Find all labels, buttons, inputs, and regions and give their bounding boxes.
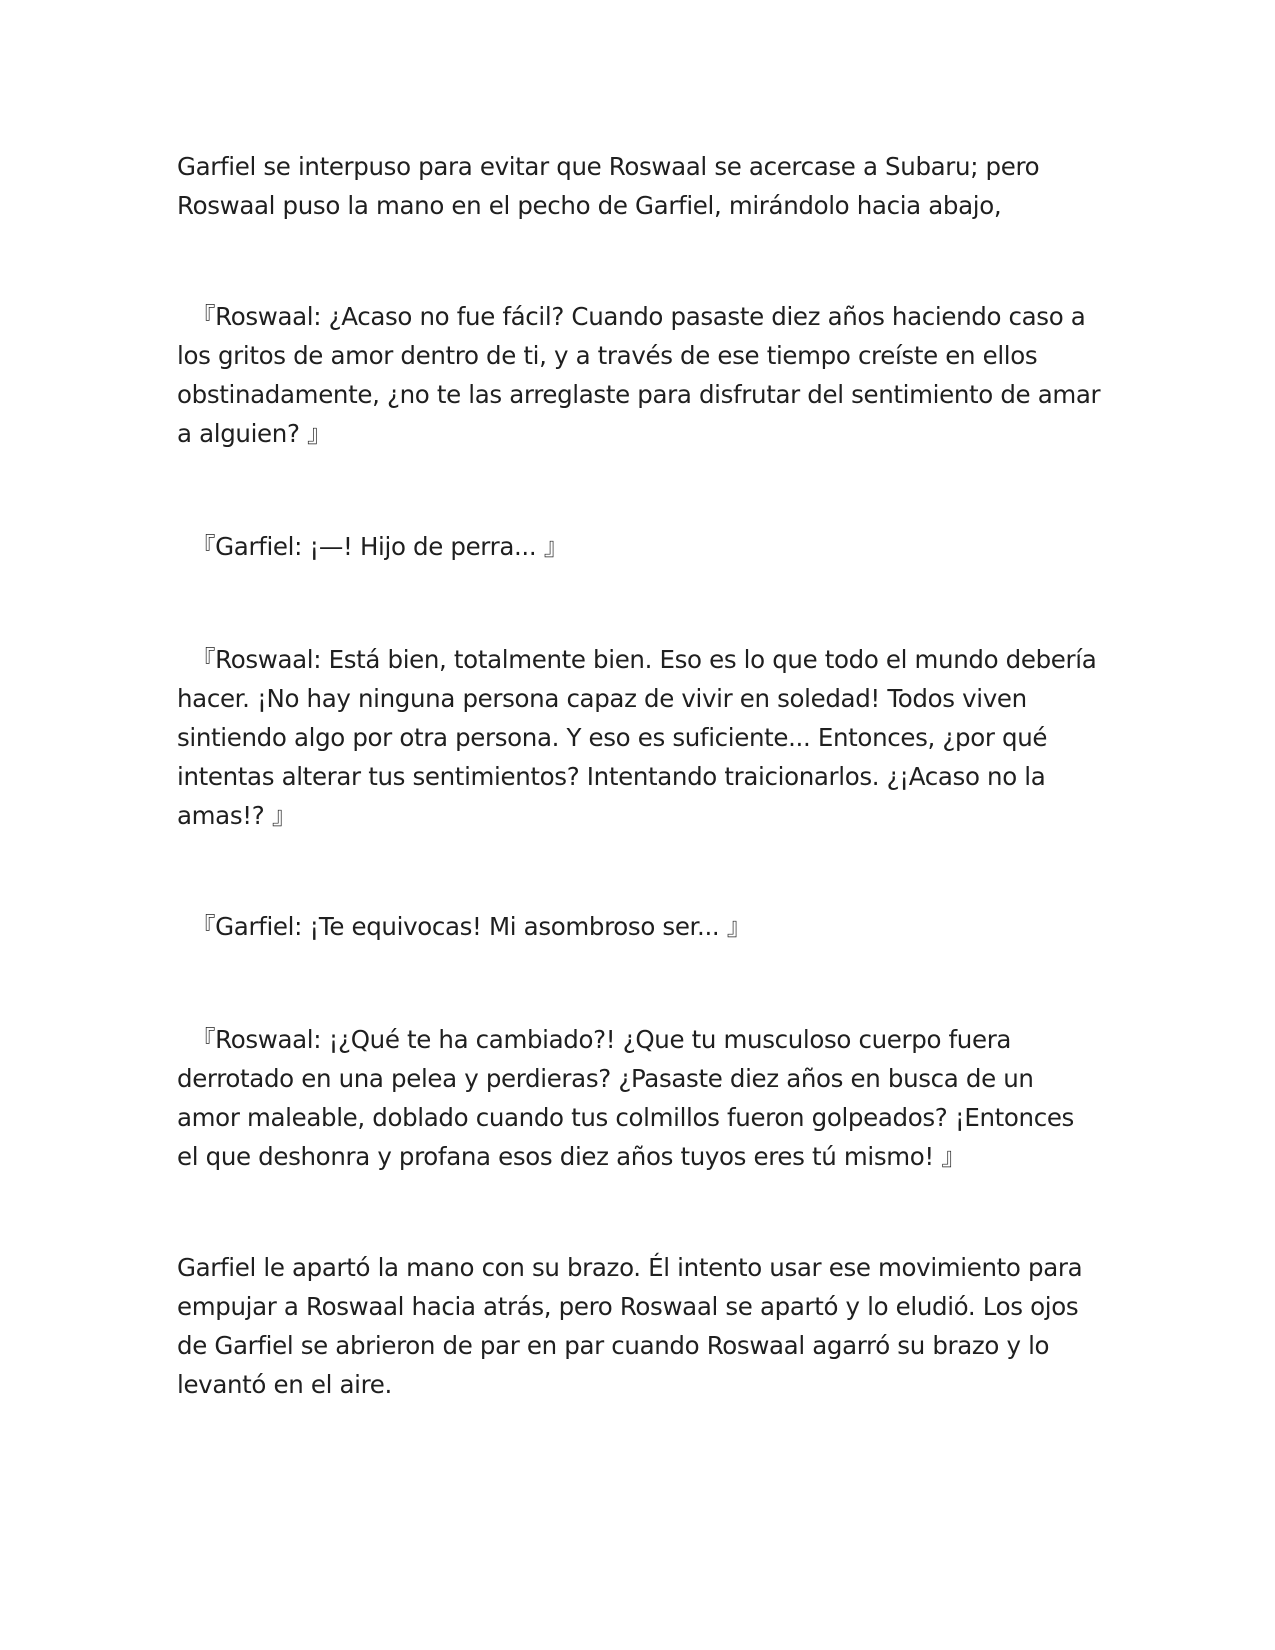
dialogue-roswaal: 『Roswaal: Está bien, totalmente bien. Eso es lo que todo el mundo debería hacer. ¡No hay ninguna persona capaz de vivir en soledad! Todos viven sintiendo algo por otra persona. Y eso es suficiente... Entonces, ¿por qué intentas alterar tus sentimientos? Intentando traicionarlos. ¿¡Acaso no la amas!? 』 [177,645,1097,830]
dialogue-roswaal: 『Roswaal: ¡¿Qué te ha cambiado?! ¿Que tu musculoso cuerpo fuera derrotado en una pelea y perdieras? ¿Pasaste diez años en busca de un amor maleable, doblado cuando tus colmillos fueron golpeados? ¡Entonces el que deshonra y profana esos diez años tuyos eres tú mismo! 』 [177,1025,1074,1171]
narration-paragraph: Garfiel le apartó la mano con su brazo. Él intento usar ese movimiento para empujar a Roswaal hacia atrás, pero Roswaal se apartó y lo eludió. Los ojos de Garfiel se abrieron de par en par cuando Roswaal agarró su brazo y lo levantó en el aire. [177,1253,1083,1399]
dialogue-garfiel: 『Garfiel: ¡—! Hijo de perra... 』 [191,532,568,561]
dialogue-garfiel: 『Garfiel: ¡Te equivocas! Mi asombroso ser... 』 [191,912,751,941]
dialogue-roswaal: 『Roswaal: ¿Acaso no fue fácil? Cuando pasaste diez años haciendo caso a los gritos de amor dentro de ti, y a través de ese tiempo creíste en ellos obstinadamente, ¿no te las arreglaste para disfrutar del sentimiento de amar a alguien? 』 [177,302,1101,448]
narration-paragraph: Garfiel se interpuso para evitar que Roswaal se acercase a Subaru; pero Roswaal puso la mano en el pecho de Garfiel, mirándolo hacia abajo, [177,152,1040,220]
